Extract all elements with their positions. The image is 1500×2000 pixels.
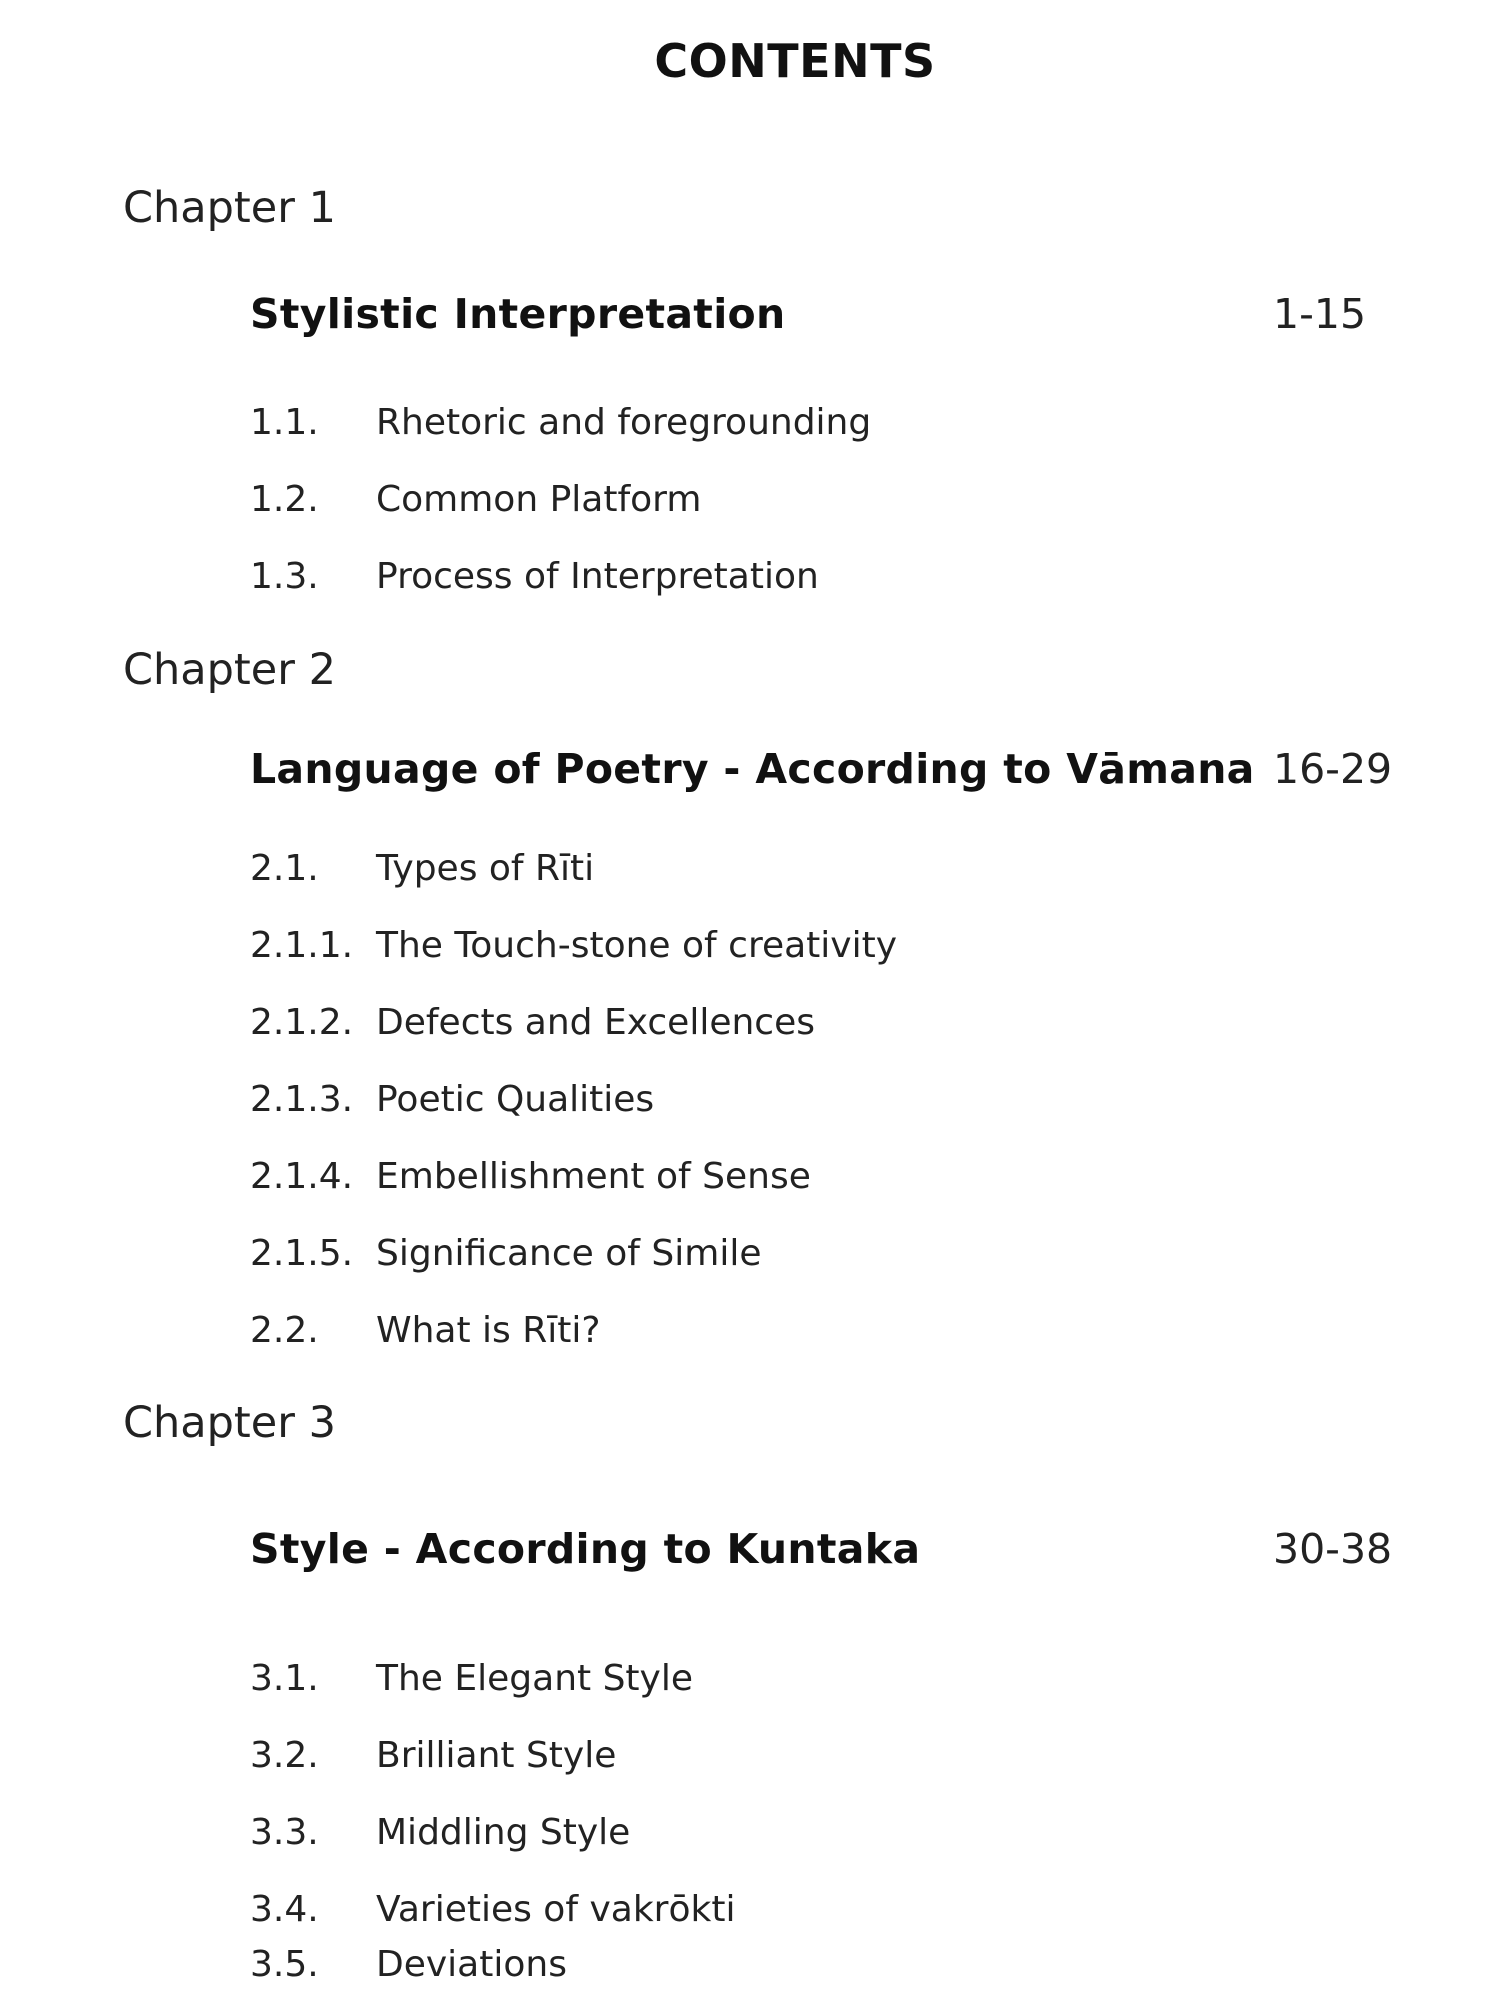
section-title: Rhetoric and foregrounding xyxy=(376,402,872,443)
toc-entry xyxy=(250,1889,735,1930)
section-number: 2.1.2. xyxy=(250,1002,354,1043)
toc-entry xyxy=(250,1233,761,1274)
chapter-1-label: Chapter 1 xyxy=(123,183,336,233)
section-title: The Elegant Style xyxy=(376,1658,694,1699)
toc-entry xyxy=(250,1658,693,1699)
toc-entry xyxy=(250,479,701,520)
section-number: 1.2. xyxy=(250,479,319,520)
section-number: 3.5. xyxy=(250,1944,319,1985)
section-title: Varieties of vakrōkti xyxy=(376,1889,736,1930)
toc-entry xyxy=(250,848,594,889)
section-title: Middling Style xyxy=(376,1812,631,1853)
toc-entry xyxy=(250,1310,600,1351)
section-number: 3.1. xyxy=(250,1658,319,1699)
chapter-2-label: Chapter 2 xyxy=(123,645,336,695)
section-title: Poetic Qualities xyxy=(376,1079,655,1120)
toc-entry xyxy=(250,1002,815,1043)
toc-entry xyxy=(250,402,871,443)
section-title: Embellishment of Sense xyxy=(376,1156,811,1197)
section-title: Process of Interpretation xyxy=(376,556,819,597)
section-number: 3.2. xyxy=(250,1735,319,1776)
toc-entry xyxy=(250,556,819,597)
section-number: 3.4. xyxy=(250,1889,319,1930)
toc-entry xyxy=(250,1812,630,1853)
section-number: 2.2. xyxy=(250,1310,319,1351)
toc-entry xyxy=(250,1735,616,1776)
toc-entry xyxy=(250,1079,654,1120)
chapter-3-label: Chapter 3 xyxy=(123,1398,336,1448)
chapter-1-title: Stylistic Interpretation xyxy=(250,290,786,338)
section-title: Common Platform xyxy=(376,479,702,520)
toc-entry xyxy=(250,1156,811,1197)
section-number: 1.3. xyxy=(250,556,319,597)
section-number: 2.1.3. xyxy=(250,1079,354,1120)
chapter-3-title: Style - According to Kuntaka xyxy=(250,1525,921,1573)
section-number: 2.1.5. xyxy=(250,1233,354,1274)
section-number: 2.1.1. xyxy=(250,925,354,966)
section-title: Brilliant Style xyxy=(376,1735,617,1776)
section-number: 2.1.4. xyxy=(250,1156,354,1197)
section-title: Significance of Simile xyxy=(376,1233,762,1274)
chapter-3-pages: 30-38 xyxy=(1273,1525,1393,1573)
page-title: CONTENTS xyxy=(654,34,936,88)
toc-entry xyxy=(250,925,897,966)
section-title: Deviations xyxy=(376,1944,567,1985)
toc-entry xyxy=(250,1944,567,1985)
section-title: The Touch-stone of creativity xyxy=(376,925,898,966)
section-title: Defects and Excellences xyxy=(376,1002,815,1043)
chapter-1-pages: 1-15 xyxy=(1273,290,1367,338)
section-title: What is Rīti? xyxy=(376,1310,601,1351)
section-number: 1.1. xyxy=(250,402,319,443)
section-title: Types of Rīti xyxy=(376,848,595,889)
chapter-2-pages: 16-29 xyxy=(1273,745,1393,793)
chapter-2-title: Language of Poetry - According to Vāmana xyxy=(250,745,1255,793)
section-number: 2.1. xyxy=(250,848,319,889)
section-number: 3.3. xyxy=(250,1812,319,1853)
